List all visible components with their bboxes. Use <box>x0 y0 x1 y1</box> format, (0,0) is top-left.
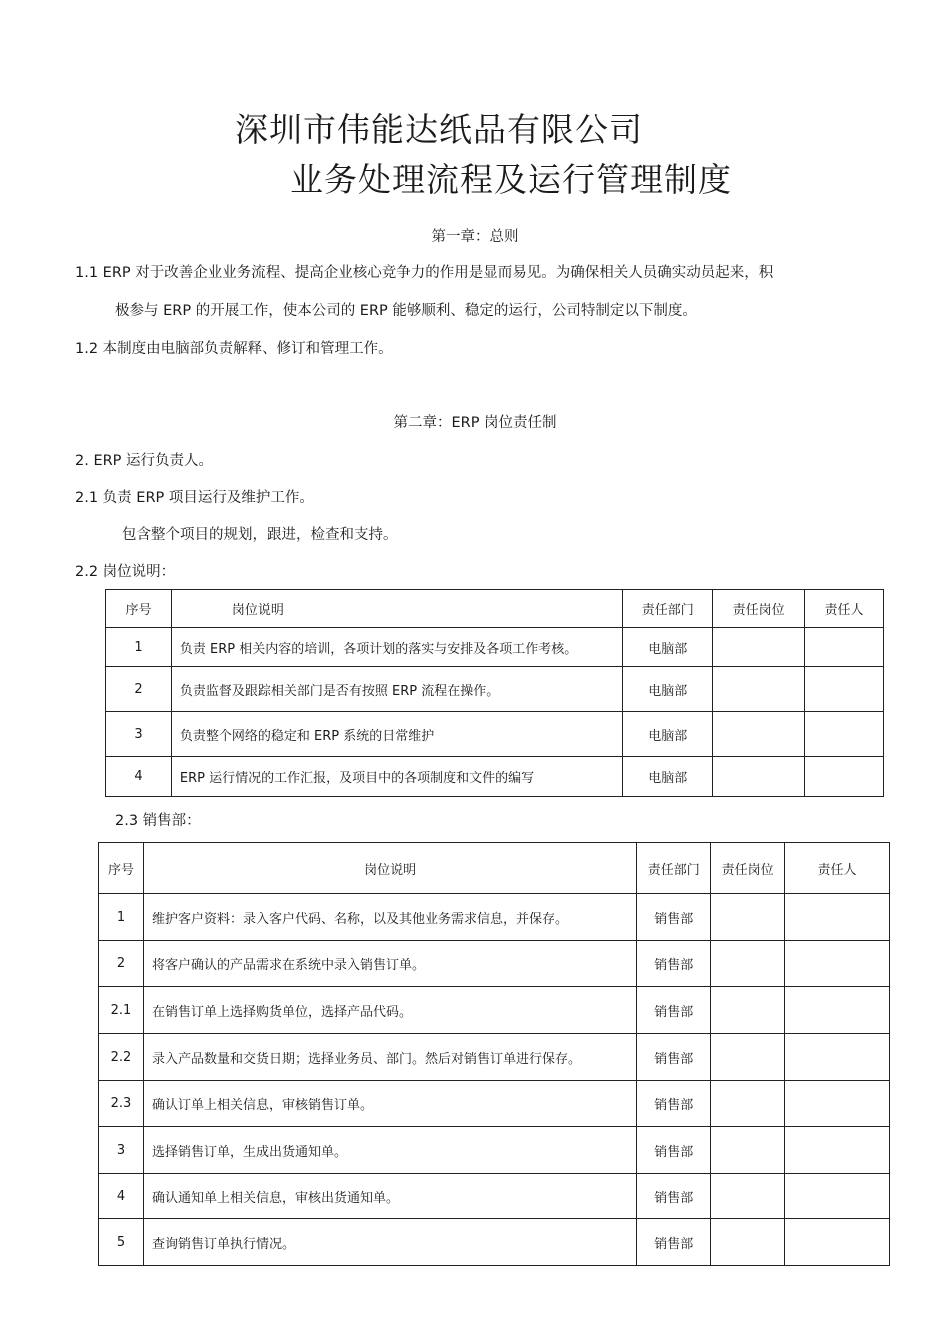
row-owner <box>785 894 890 941</box>
row-position <box>711 987 785 1034</box>
row-owner <box>785 1127 890 1174</box>
row-position <box>711 894 785 941</box>
job-description-table-sales <box>98 842 890 1266</box>
row-department: 销售部 <box>637 1127 711 1174</box>
row-owner <box>805 712 884 757</box>
row-seq: 1 <box>106 628 172 667</box>
table-header-row <box>99 843 890 894</box>
paragraph-2-1-cont: 包含整个项目的规划，跟进，检查和支持。 <box>122 527 398 543</box>
row-owner <box>785 1034 890 1081</box>
row-owner <box>785 987 890 1034</box>
row-seq: 2 <box>106 667 172 712</box>
row-description: 确认通知单上相关信息，审核出货通知单。 <box>143 1174 636 1219</box>
table-header-row <box>106 590 884 628</box>
table-row <box>106 712 884 757</box>
header-seq: 序号 <box>99 843 144 894</box>
row-department: 电脑部 <box>623 628 713 667</box>
row-department: 销售部 <box>637 894 711 941</box>
table-row <box>99 1127 890 1174</box>
header-department: 责任部门 <box>637 843 711 894</box>
row-department: 销售部 <box>637 1034 711 1081</box>
row-position <box>711 1081 785 1127</box>
row-position <box>711 1219 785 1266</box>
document-title-system: 业务处理流程及运行管理制度 <box>290 160 732 199</box>
row-seq: 4 <box>106 757 172 797</box>
row-position <box>711 1127 785 1174</box>
row-position <box>713 757 805 797</box>
table-row <box>99 894 890 941</box>
row-department: 销售部 <box>637 1174 711 1219</box>
row-department: 销售部 <box>637 941 711 987</box>
row-owner <box>805 667 884 712</box>
row-position <box>713 667 805 712</box>
paragraph-1-2: 1.2 本制度由电脑部负责解释、修订和管理工作。 <box>75 341 393 357</box>
row-position <box>711 941 785 987</box>
paragraph-1-1-cont: 极参与 ERP 的开展工作，使本公司的 ERP 能够顺利、稳定的运行，公司特制定以下制度。 <box>115 303 697 319</box>
row-department: 电脑部 <box>623 757 713 797</box>
table-row <box>106 667 884 712</box>
paragraph-1-1: 1.1 ERP 对于改善企业业务流程、提高企业核心竞争力的作用是显而易见。为确保相关人员确实动员起来，积 <box>75 265 774 281</box>
row-description: 在销售订单上选择购货单位，选择产品代码。 <box>143 987 636 1034</box>
row-owner <box>785 941 890 987</box>
row-position <box>711 1174 785 1219</box>
paragraph-2: 2. ERP 运行负责人。 <box>75 453 214 469</box>
header-seq: 序号 <box>106 590 172 628</box>
row-description: 录入产品数量和交货日期；选择业务员、部门。然后对销售订单进行保存。 <box>143 1034 636 1081</box>
header-owner: 责任人 <box>785 843 890 894</box>
row-position <box>711 1034 785 1081</box>
header-description: 岗位说明 <box>171 590 622 628</box>
row-seq: 3 <box>106 712 172 757</box>
header-position: 责任岗位 <box>711 843 785 894</box>
row-seq: 2 <box>99 941 144 987</box>
row-description: 查询销售订单执行情况。 <box>143 1219 636 1266</box>
row-department: 销售部 <box>637 1081 711 1127</box>
table-row <box>106 757 884 797</box>
row-owner <box>805 757 884 797</box>
job-description-table-erp <box>105 589 884 797</box>
row-description: 将客户确认的产品需求在系统中录入销售订单。 <box>143 941 636 987</box>
chapter2-heading: 第二章：ERP 岗位责任制 <box>393 415 557 431</box>
row-seq: 2.3 <box>99 1081 144 1127</box>
table-row <box>99 1034 890 1081</box>
row-description: 负责整个网络的稳定和 ERP 系统的日常维护 <box>171 712 622 757</box>
header-owner: 责任人 <box>805 590 884 628</box>
table-row <box>99 941 890 987</box>
row-description: 维护客户资料：录入客户代码、名称，以及其他业务需求信息，并保存。 <box>143 894 636 941</box>
row-seq: 5 <box>99 1219 144 1266</box>
row-department: 销售部 <box>637 987 711 1034</box>
table-row <box>99 987 890 1034</box>
row-owner <box>785 1219 890 1266</box>
row-department: 电脑部 <box>623 712 713 757</box>
header-department: 责任部门 <box>623 590 713 628</box>
row-department: 销售部 <box>637 1219 711 1266</box>
row-seq: 2.1 <box>99 987 144 1034</box>
row-owner <box>785 1081 890 1127</box>
header-description: 岗位说明 <box>143 843 636 894</box>
row-seq: 4 <box>99 1174 144 1219</box>
row-seq: 2.2 <box>99 1034 144 1081</box>
document-title-company: 深圳市伟能达纸品有限公司 <box>235 110 643 149</box>
row-position <box>713 712 805 757</box>
row-seq: 1 <box>99 894 144 941</box>
row-owner <box>785 1174 890 1219</box>
row-description: 选择销售订单，生成出货通知单。 <box>143 1127 636 1174</box>
row-description: 负责监督及跟踪相关部门是否有按照 ERP 流程在操作。 <box>171 667 622 712</box>
row-seq: 3 <box>99 1127 144 1174</box>
table-row <box>99 1219 890 1266</box>
table-row <box>99 1081 890 1127</box>
row-owner <box>805 628 884 667</box>
row-description: ERP 运行情况的工作汇报，及项目中的各项制度和文件的编写 <box>171 757 622 797</box>
paragraph-2-3: 2.3 销售部： <box>115 813 201 829</box>
row-description: 确认订单上相关信息，审核销售订单。 <box>143 1081 636 1127</box>
row-department: 电脑部 <box>623 667 713 712</box>
paragraph-2-2: 2.2 岗位说明： <box>75 564 176 580</box>
paragraph-2-1: 2.1 负责 ERP 项目运行及维护工作。 <box>75 490 314 506</box>
chapter1-heading: 第一章：总则 <box>431 229 519 245</box>
table-row <box>106 628 884 667</box>
row-description: 负责 ERP 相关内容的培训，各项计划的落实与安排及各项工作考核。 <box>171 628 622 667</box>
row-position <box>713 628 805 667</box>
table-row <box>99 1174 890 1219</box>
header-position: 责任岗位 <box>713 590 805 628</box>
